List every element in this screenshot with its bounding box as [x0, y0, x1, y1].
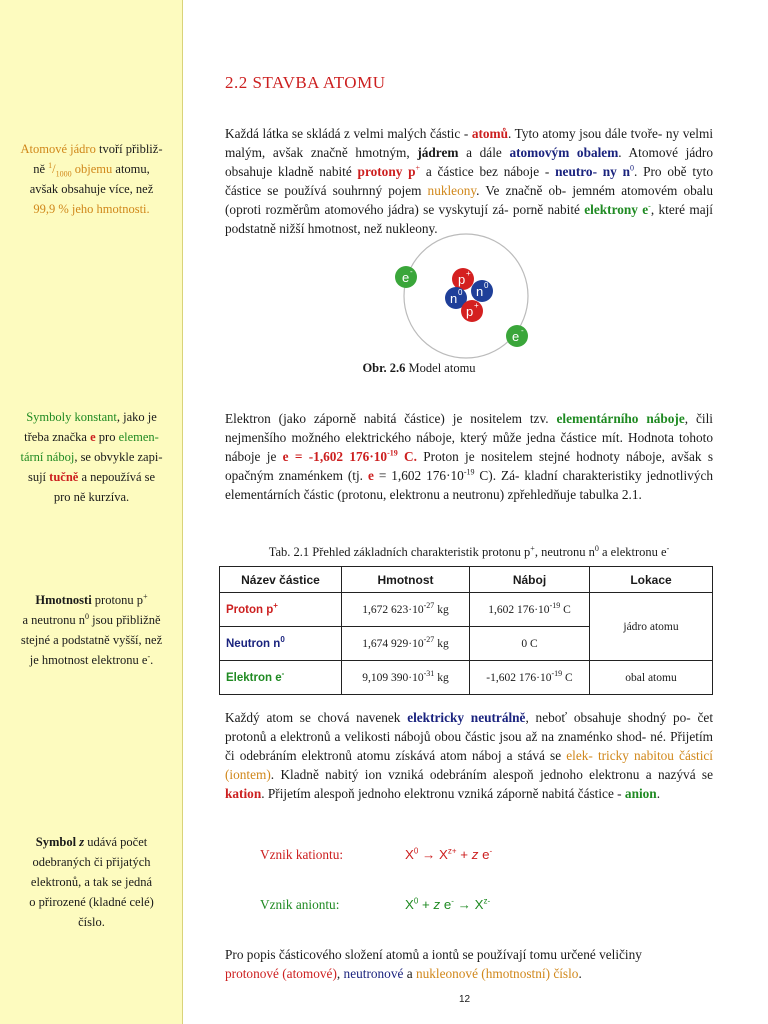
margin-note-nucleus: Atomové jádro tvoří přibliž- ně $^1/_{1000}$ objemu atomu, avšak obsahuje více, než 99,9 % jeho hmotnosti. [20, 142, 163, 216]
cell-mass: 1,674 $929\cdot 10^{-27}$ kg [342, 627, 470, 661]
svg-text:-: - [410, 267, 413, 276]
svg-text:n: n [450, 291, 458, 306]
svg-text:0: 0 [458, 288, 463, 297]
atom-model-figure [390, 232, 550, 360]
electron-bottom [506, 325, 528, 347]
cell-charge: -1,602 $176\cdot 10^{-19}$ C [470, 661, 590, 695]
col-header-name: Název částice [220, 567, 342, 593]
electron-top [395, 266, 417, 288]
paragraph-atom-structure: Každá látka se skládá z velmi malých částic - atomů. Tyto atomy jsou dále tvoře- ny velmi malým, avšak značně hmotným, jádrem a dále atomovým obalem. Atomové jádro obsahuje kladně nabité protony p+ a částice bez náboje - neutro- ny $n^0$. Pro obě tyto částice se používá souhrnný pojem nukleony. Ve značně ob- jemném atomovém obalu (oproti rozměrům atomového jádra) se vyskytují zá- porně nabité elektrony e-, které mají podstatně nižší hmotnost, než nukleony. [225, 126, 714, 236]
proton-bottom [461, 300, 483, 322]
table-caption: Tab. 2.1 Přehled základních charakteristik protonu p+, neutronu $n^0$ a elektronu e- [268, 543, 670, 559]
table-row [220, 593, 713, 627]
col-header-mass: Hmotnost [342, 567, 470, 593]
cell-mass: 1,672 $623\cdot 10^{-27}$ kg [342, 593, 470, 627]
table-header-row [220, 567, 713, 593]
margin-note-constants: Symboly konstant, jako je třeba značka e pro elemen- tární náboj, se obvykle zapi- sují tučně a nepoužívá se pro ně kurzíva. [20, 410, 163, 504]
paragraph-numbers: Pro popis částicového složení atomů a iontů se používají tomu určené veličiny protonové (atomové), neutronové a nukleonové (hmotnostní) číslo. [225, 947, 642, 981]
svg-text:p: p [458, 272, 466, 287]
svg-text:-: - [521, 326, 524, 335]
svg-text:e: e [402, 270, 410, 285]
cell-name: Proton p+ [220, 593, 342, 627]
paragraph-elementary-charge: Elektron (jako záporně nabitá částice) je nositelem tzv. elementárního náboje, čili nejmenšího možného elektrického náboje, který může jedna částice mít. Hodnota tohoto náboje je e = -1,602 $176\cdot 10^{-19}$ C. Proton je nositelem stejné hodnoty náboje, avšak s opačným znaménkem (tj. e = 1,602 $176\cdot 10^{-19}$ C). Zá- kladní charakteristiky jednotlivých elementárních částic (protonu, elektronu a neutronu) zpřehledňuje tabulka 2.1. [225, 411, 714, 502]
equation-cation: $X^0 \to X^{z+} + z$ e- [405, 846, 493, 862]
page-number: 12 [459, 994, 471, 1005]
equation-label-anion: Vznik aniontu: [260, 897, 340, 912]
col-header-location: Lokace [590, 567, 713, 593]
cell-location-nucleus: jádro atomu [590, 593, 713, 661]
svg-text:+: + [466, 269, 471, 278]
cell-name: Neutron $n^0$ [220, 627, 342, 661]
section-heading: 2.2 STAVBA ATOMU [225, 73, 386, 92]
table-row [220, 661, 713, 695]
svg-text:+: + [474, 301, 479, 310]
svg-text:0: 0 [484, 281, 489, 290]
note-term: Atomové jádro [20, 142, 96, 156]
equation-anion: $X^0 + z$ $e^- \to X^{z-}$ [405, 896, 491, 912]
col-header-charge: Náboj [470, 567, 590, 593]
neutron-right [471, 280, 493, 302]
margin-note-symbol-z: Symbol z udává počet odebraných či přijatých elektronů, a tak se jedná o přirozené (kladné celé) číslo. [29, 835, 154, 929]
particles-table [219, 566, 713, 695]
svg-text:p: p [466, 304, 474, 319]
figure-caption: Obr. 2.6 Model atomu [362, 361, 476, 375]
svg-text:e: e [512, 329, 520, 344]
proton-top [452, 268, 474, 290]
cell-charge: 0 C [470, 627, 590, 661]
cell-location-shell: obal atomu [590, 661, 713, 695]
cell-charge: 1,602 $176\cdot 10^{-19}$ C [470, 593, 590, 627]
equation-label-cation: Vznik kationtu: [260, 847, 344, 862]
cell-name: Elektron e- [220, 661, 342, 695]
margin-note-masses: Hmotnosti protonu p+ a neutronu $n^0$ jsou přibližně stejné a podstatně vyšší, než je hmotnost elektronu e-. [20, 591, 163, 667]
svg-text:n: n [476, 284, 484, 299]
margin-sidebar [0, 0, 183, 1024]
paragraph-ions: Každý atom se chová navenek elektricky neutrálně, neboť obsahuje shodný po- čet protonů a elektronů a velikosti nábojů obou částic jsou až na znaménko shod- né. Přijetím či odebráním elektronů atomu získává atom náboj a stává se elek- tricky nabitou částicí (iontem). Kladně nabitý ion vzniká odebráním alespoň jednoho elektronu a nazývá se kation. Přijetím alespoň jednoho elektronu vzniká záporně nabitá částice - anion. [225, 710, 714, 801]
cell-mass: 9,109 $390\cdot 10^{-31}$ kg [342, 661, 470, 695]
